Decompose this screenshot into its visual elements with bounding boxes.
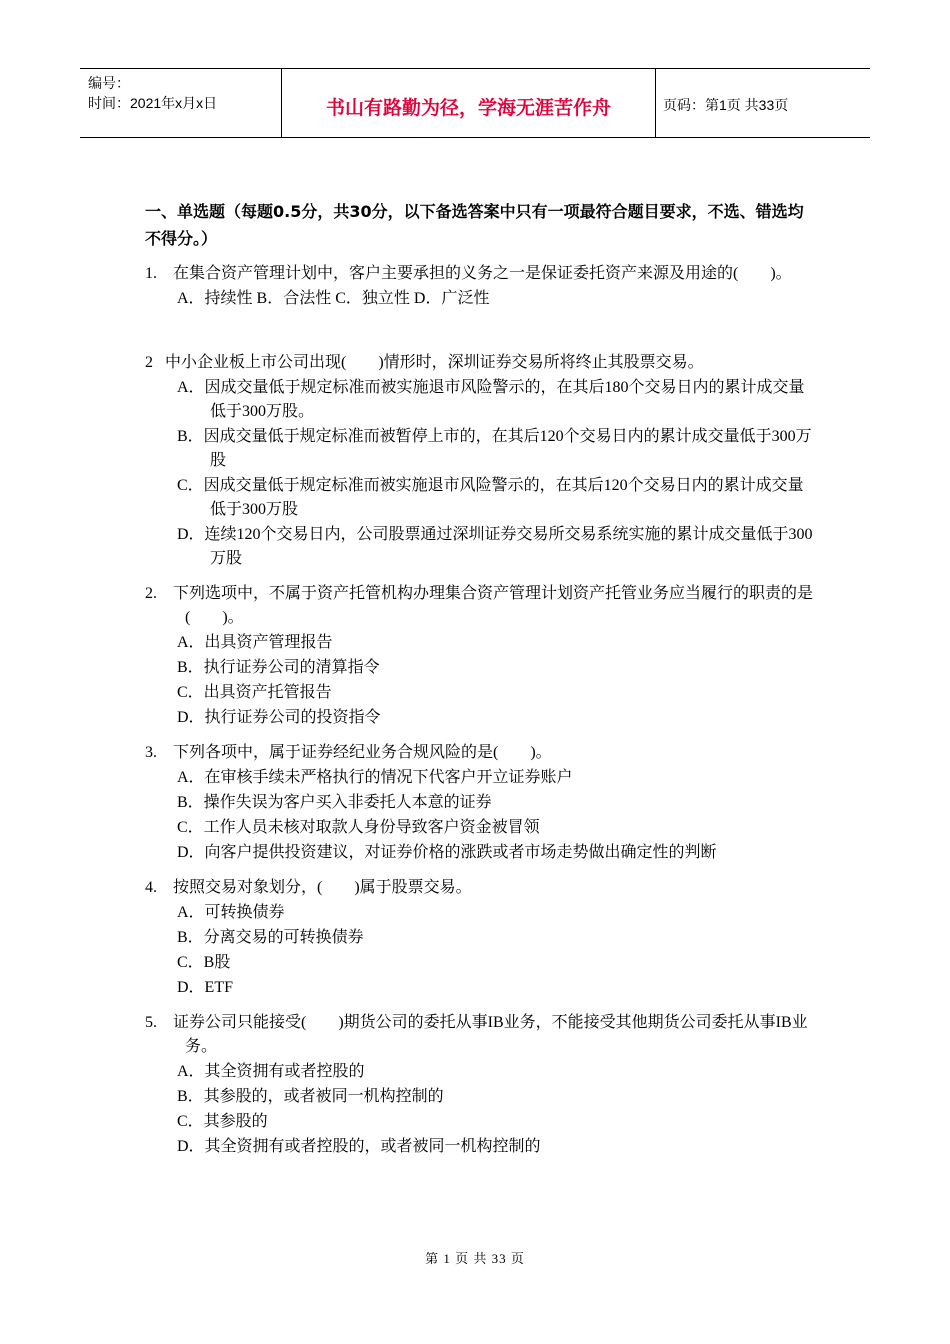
- question-number: 1.: [145, 265, 157, 282]
- question-stem: [145, 1011, 815, 1059]
- question-list: [145, 198, 815, 1159]
- option-d: D．连续120个交易日内，公司股票通过深圳证券交易所交易系统实施的累计成交量低于300万股: [177, 526, 813, 567]
- question-number: 2.: [145, 585, 157, 602]
- question-stem: [145, 741, 815, 765]
- option-b: B．执行证券公司的清算指令: [177, 659, 380, 676]
- option-d: D．ETF: [177, 979, 234, 996]
- question-text: 下列选项中，不属于资产托管机构办理集合资产管理计划资产托管业务应当履行的职责的是( )。: [173, 585, 814, 626]
- header-motto-cell: [281, 69, 656, 137]
- date-label: 时间：2021年x月x日: [88, 95, 218, 111]
- option-c: C．出具资产托管报告: [177, 684, 332, 701]
- page-number-label: 页码：第1页 共33页: [663, 97, 789, 113]
- header-meta-cell: [80, 69, 281, 137]
- question-number: 5.: [145, 1014, 157, 1031]
- section-title: 一、单选题（每题0.5分，共30分，以下备选答案中只有一项最符合题目要求，不选、错选均不得分。）: [145, 202, 804, 248]
- question-text: 中小企业板上市公司出现( )情形时，深圳证券交易所将终止其股票交易。: [165, 354, 704, 371]
- question-text: 下列各项中，属于证券经纪业务合规风险的是( )。: [173, 744, 552, 761]
- question-text: 按照交易对象划分，( )属于股票交易。: [173, 879, 472, 896]
- question-stem: [145, 262, 815, 286]
- option-b: B．分离交易的可转换债券: [177, 929, 364, 946]
- option-c: C．工作人员未核对取款人身份导致客户资金被冒领: [177, 819, 540, 836]
- question: [145, 582, 815, 730]
- question-text: 证券公司只能接受( )期货公司的委托从事IB业务，不能接受其他期货公司委托从事IB业务。: [173, 1014, 808, 1055]
- question-number: 3.: [145, 744, 157, 761]
- option-b: B．因成交量低于规定标准而被暂停上市的，在其后120个交易日内的累计成交量低于300万股: [177, 428, 812, 469]
- option-a: A．出具资产管理报告: [177, 634, 333, 651]
- question-text: 在集合资产管理计划中，客户主要承担的义务之一是保证委托资产来源及用途的( )。: [173, 265, 792, 282]
- motto-text: 书山有路勤为径，学海无涯苦作舟: [325, 97, 611, 119]
- option-b: B．操作失误为客户买入非委托人本意的证券: [177, 794, 492, 811]
- options-inline: A．持续性 B．合法性 C．独立性 D．广泛性: [177, 290, 490, 307]
- question-number: 2: [145, 354, 153, 371]
- question: [145, 1011, 815, 1159]
- option-d: D．其全资拥有或者控股的，或者被同一机构控制的: [177, 1138, 541, 1155]
- page-header: [80, 68, 870, 138]
- option-d: D．向客户提供投资建议，对证券价格的涨跌或者市场走势做出确定性的判断: [177, 844, 717, 861]
- question: [145, 876, 815, 1000]
- option-c: C．B股: [177, 954, 231, 971]
- question-stem: [145, 582, 815, 630]
- header-page-cell: [655, 69, 870, 137]
- option-d: D．执行证券公司的投资指令: [177, 709, 381, 726]
- option-a: A．在审核手续未严格执行的情况下代客户开立证券账户: [177, 769, 573, 786]
- serial-label: 编号：: [88, 75, 130, 91]
- question: [145, 351, 815, 571]
- option-b: B．其参股的，或者被同一机构控制的: [177, 1088, 444, 1105]
- option-c: C．其参股的: [177, 1113, 268, 1130]
- option-a: A．其全资拥有或者控股的: [177, 1063, 365, 1080]
- question: [145, 262, 815, 311]
- question-stem: [145, 351, 815, 375]
- question: [145, 741, 815, 865]
- option-a: A．可转换债券: [177, 904, 285, 921]
- option-a: A．因成交量低于规定标准而被实施退市风险警示的，在其后180个交易日内的累计成交量低于300万股。: [177, 379, 805, 420]
- option-c: C．因成交量低于规定标准而被实施退市风险警示的，在其后120个交易日内的累计成交量低于300万股: [177, 477, 804, 518]
- page-footer: 第 1 页 共 33 页: [425, 1251, 525, 1266]
- question-number: 4.: [145, 879, 157, 896]
- question-stem: [145, 876, 815, 900]
